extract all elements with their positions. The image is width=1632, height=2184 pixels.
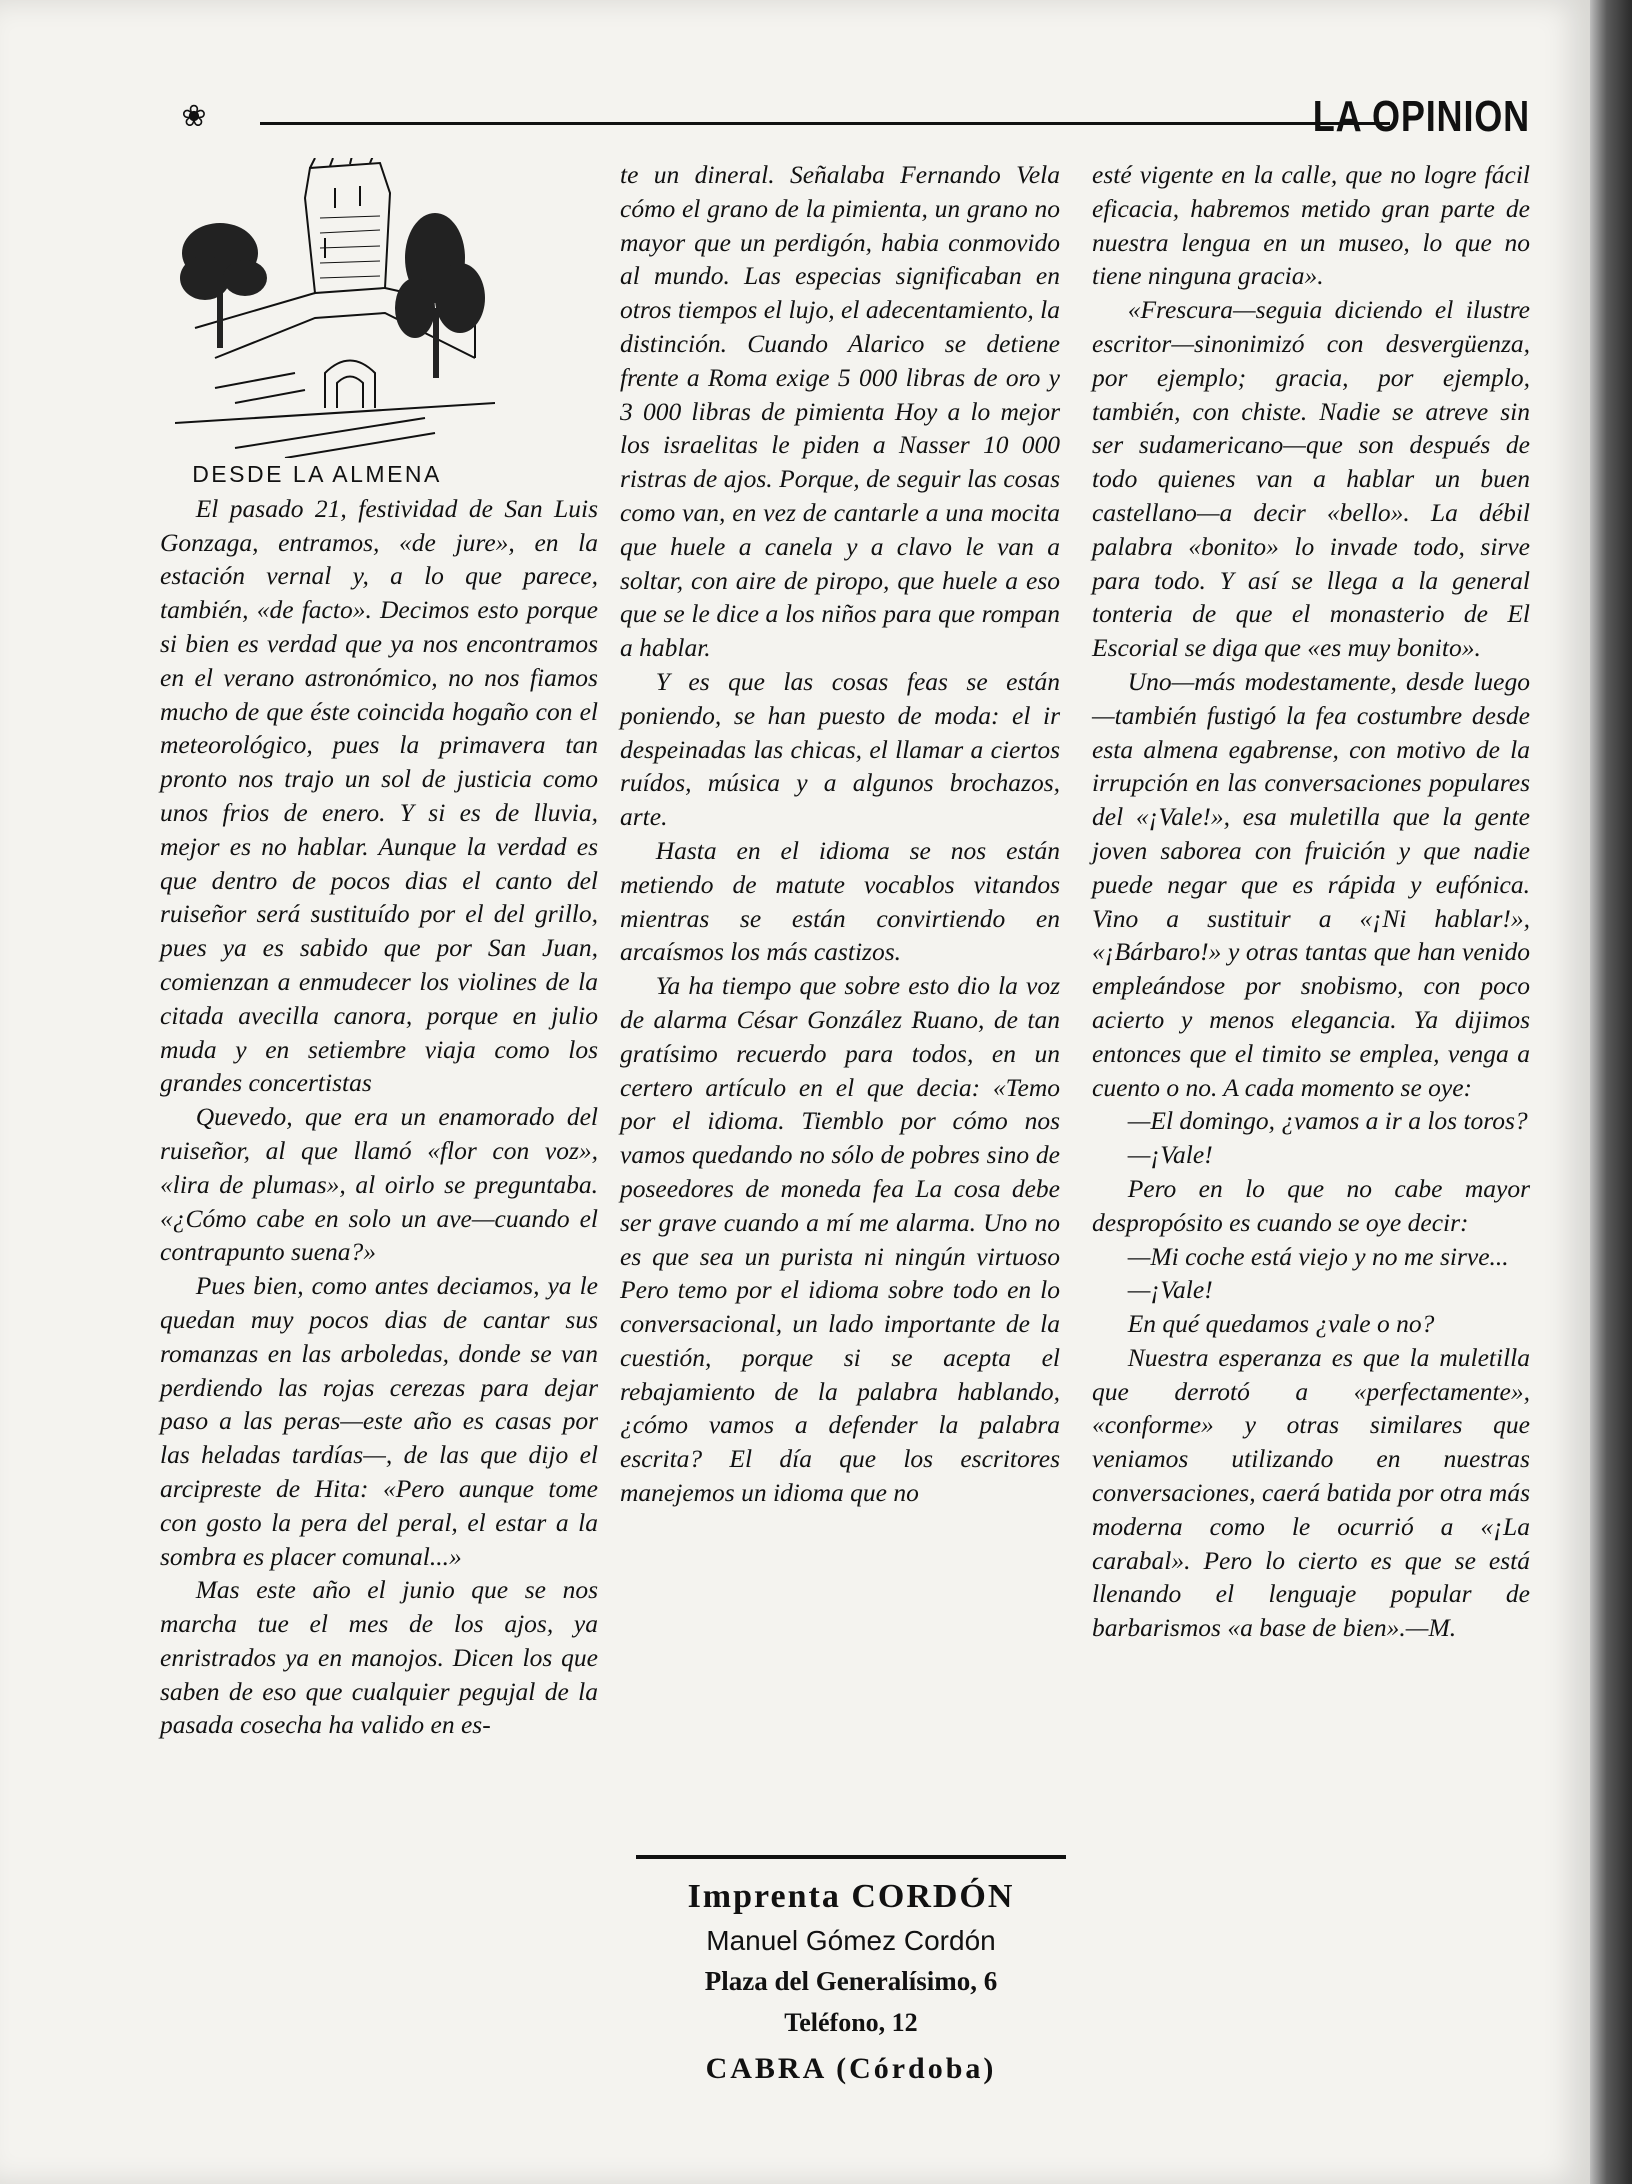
page-edge — [1590, 0, 1632, 2184]
article-paragraph: Hasta en el idioma se nos están metiendo de matute vocablos vitandos mientras se están convirtiendo en arcaísmos los más castizos. — [620, 835, 1060, 967]
ad-phone: Teléfono, 12 — [784, 2008, 918, 2037]
article-paragraph: Pero en lo que no cabe mayor despropósito es cuando se oye decir: — [1092, 1173, 1530, 1237]
article-paragraph: Nuestra esperanza es que la muletilla que derrotó a «perfectamente», «conforme» y otras similares que veniamos utilizando en nuestras conversaciones, caerá batida por otra más moderna como le ocurrió a «¡La carabal». Pero lo cierto es que se está llenando el lenguaje popular de barbarismos «a base de bien».—M. — [1092, 1342, 1530, 1643]
article-paragraph: Uno—más modestamente, desde luego—también fustigó la fea costumbre desde esta almena egabrense, con motivo de la irrupción en las conversaciones populares del «¡Vale!», esa muletilla que la gente joven saborea con fruición y que nadie puede negar que es rápida y eufónica. Vino a sustituir a «¡Ni hablar!», «¡Bárbaro!» y otras tantas que han venido empleándose por snobismo, con poco acierto y menos elegancia. Ya dijimos entonces que el timito se emplea, venga a cuento o no. A cada momento se oye: — [1092, 666, 1530, 1102]
article-paragraph: —Mi coche está viejo y no me sirve... — [1127, 1241, 1509, 1271]
ad-owner: Manuel Gómez Cordón — [706, 1925, 996, 1956]
masthead-title: LA OPINION — [1312, 92, 1530, 141]
page-header — [180, 92, 1530, 142]
article-paragraph: —¡Vale! — [1127, 1140, 1213, 1170]
header-rule — [260, 122, 1390, 125]
column-3 — [1092, 158, 1530, 1645]
illustration-caption: DESDE LA ALMENA — [192, 461, 442, 487]
column-2 — [620, 158, 1060, 1510]
ad-city: CABRA (Córdoba) — [705, 2052, 997, 2085]
article-paragraph: —¡Vale! — [1127, 1275, 1213, 1305]
column-1 — [160, 158, 598, 1742]
ad-rule — [636, 1855, 1066, 1859]
castle-illustration — [160, 158, 598, 458]
article-paragraph: esté vigente en la calle, que no logre fácil eficacia, habremos metido gran parte de nuestra lengua en un museo, lo que no tiene ninguna gracia». — [1092, 160, 1530, 291]
article-paragraph: Quevedo, que era un enamorado del ruiseñor, al que llamó «flor con voz», «lira de plumas», al oirlo se preguntaba. «¿Cómo cabe en solo un ave—cuando el contrapunto suena?» — [160, 1102, 598, 1267]
article-paragraph: Ya ha tiempo que sobre esto dio la voz de alarma César González Ruano, de tan gratísimo recuerdo para todos, en un certero artículo en el que decia: «Temo por el idioma. Tiemblo por cómo nos vamos quedando no sólo de pobres sino de poseedores de moneda fea La cosa debe ser grave cuando a mí me alarma. Uno no es que sea un purista ni ningún virtuoso Pero temo por el idioma sobre todo en lo conversacional, un lado importante de la cuestión, porque si se acepta el rebajamiento de la palabra hablando, ¿cómo vamos a defender la palabra escrita? El día que los escritores manejemos un idioma que no — [620, 971, 1060, 1508]
ad-address: Plaza del Generalísimo, 6 — [704, 1966, 998, 1996]
article-paragraph: En qué quedamos ¿vale o no? — [1127, 1309, 1435, 1339]
article-paragraph: —El domingo, ¿vamos a ir a los toros? — [1127, 1106, 1528, 1136]
flower-ornament-icon: ❀ — [181, 100, 207, 133]
article-paragraph: «Frescura—seguia diciendo el ilustre escritor—sinonimizó con desvergüenza, por ejemplo; gracia, por ejemplo, también, con chiste. Nadie se atreve sin ser sudamericano—que son después de todo quienes van a hablar un buen castellano—a decir «bello». La débil palabra «bonito» lo invade todo, sirve para todo. Y así se llega a la general tonteria de que el monasterio de El Escorial se diga que «es muy bonito». — [1092, 295, 1530, 663]
printer-advertisement — [636, 1855, 1066, 2105]
article-paragraph: Y es que las cosas feas se están poniendo, se han puesto de moda: el ir despeinadas las chicas, el llamar a ciertos ruídos, música y a algunos brochazos, arte. — [620, 666, 1060, 832]
ad-business-name: Imprenta CORDÓN — [687, 1878, 1015, 1915]
article-paragraph: Pues bien, como antes deciamos, ya le quedan muy pocos dias de cantar sus romanzas en las arboledas, donde se van perdiendo las rojas cerezas para dejar paso a las peras—este año es casas por las heladas tardías—, de las que dijo el arcipreste de Hita: «Pero aunque tome con gosto la pera del peral, el estar a la sombra es placer comunal...» — [160, 1271, 598, 1571]
article-paragraph: te un dineral. Señalaba Fernando Vela cómo el grano de la pimienta, un grano no mayor que un perdigón, habia conmovido al mundo. Las especias significaban en otros tiempos el lujo, el adecentamiento, la distinción. Cuando Alarico se detiene frente a Roma exige 5 000 libras de oro y 3 000 libras de pimienta Hoy a lo mejor los israelitas le piden a Nasser 10 000 ristras de ajos. Porque, de seguir las cosas como van, en vez de cantarle a una mocita que huele a canela y a clavo le van a soltar, con aire de piropo, que huele a eso que se le dice a los niños para que rompan a hablar. — [620, 160, 1060, 663]
castle-tower-icon — [175, 158, 495, 458]
article-paragraph: Mas este año el junio que se nos marcha tue el mes de los ajos, ya enristrados ya en manojos. Dicen los que saben de eso que cualquier pegujal de la pasada cosecha ha valido en es- — [160, 1575, 598, 1740]
article-paragraph: El pasado 21, festividad de San Luis Gonzaga, entramos, «de jure», en la estación vernal y, a lo que parece, también, «de facto». Decimos esto porque si bien es verdad que ya nos encontramos en el verano astronómico, no nos fiamos mucho de que éste coincida hogaño con el meteorológico, pues la primavera tan pronto nos trajo un sol de justicia como unos frios de enero. Y si es de lluvia, mejor es no hablar. Aunque la verdad es que dentro de pocos dias el canto del ruiseñor será sustituído por el del grillo, pues ya es sabido que por San Juan, comienzan a enmudecer los violines de la citada avecilla canora, porque en julio muda y en setiembre viaja como los grandes concertistas — [160, 493, 598, 1098]
